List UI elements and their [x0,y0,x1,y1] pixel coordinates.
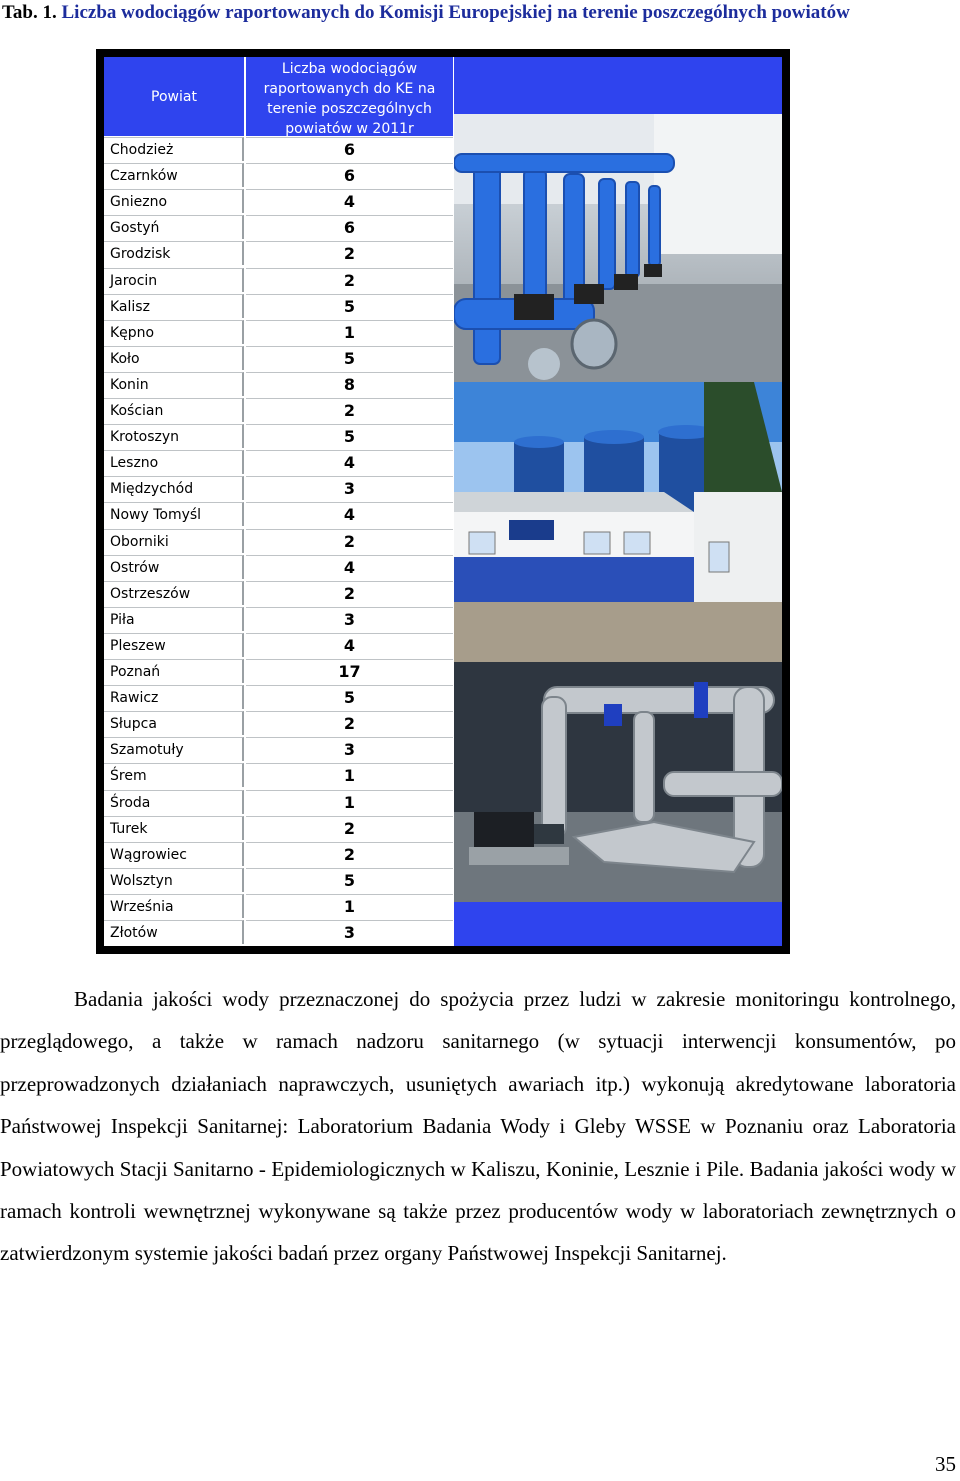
wodociagi-count: 5 [246,868,453,892]
wodociagi-count: 3 [246,607,453,631]
pipe-hall-photo [454,662,782,902]
wodociagi-count: 4 [246,633,453,657]
table-row [104,241,453,265]
table-row [104,424,453,448]
powiat-name: Szamotuły [104,737,244,761]
powiat-name: Nowy Tomyśl [104,502,244,526]
page-number: 35 [935,1452,956,1476]
pump-station-image [454,114,782,382]
header-powiat-label: Powiat [151,88,197,105]
table-row [104,581,453,605]
table-row [104,607,453,631]
pump-station-photo [454,114,782,382]
wodociagi-count: 1 [246,763,453,787]
table-row [104,737,453,761]
table-row [104,502,453,526]
wodociagi-count: 17 [246,659,453,683]
table-row [104,137,453,161]
table-row [104,685,453,709]
table-row [104,529,453,553]
wodociagi-count: 3 [246,920,453,944]
table-row [104,398,453,422]
powiat-name: Środa [104,790,244,814]
powiat-name: Konin [104,372,244,396]
powiat-name: Kościan [104,398,244,422]
powiat-name: Piła [104,607,244,631]
table-row [104,659,453,683]
powiat-name: Wągrowiec [104,842,244,866]
wodociagi-count: 2 [246,268,453,292]
wodociagi-count: 5 [246,294,453,318]
powiat-name: Gniezno [104,189,244,213]
table-row [104,346,453,370]
powiat-name: Wolsztyn [104,868,244,892]
photo-column [454,57,782,946]
powiat-name: Pleszew [104,633,244,657]
wodociagi-count: 6 [246,163,453,187]
powiat-name: Września [104,894,244,918]
powiat-name: Leszno [104,450,244,474]
powiat-name: Słupca [104,711,244,735]
body-paragraph [0,978,956,1275]
powiat-name: Gostyń [104,215,244,239]
wodociagi-count: 5 [246,346,453,370]
powiat-name: Kępno [104,320,244,344]
table-row [104,268,453,292]
powiat-name: Jarocin [104,268,244,292]
powiat-name: Ostrów [104,555,244,579]
wodociagi-count: 2 [246,398,453,422]
powiat-name: Koło [104,346,244,370]
wodociagi-count: 8 [246,372,453,396]
table-row [104,816,453,840]
wodociagi-count: 3 [246,737,453,761]
table-inner [104,57,782,946]
wodociagi-count: 1 [246,320,453,344]
wodociagi-count: 2 [246,529,453,553]
water-treatment-building-photo [454,382,782,662]
table-row [104,555,453,579]
wodociagi-count: 4 [246,189,453,213]
table-row [104,633,453,657]
wodociagi-count: 2 [246,711,453,735]
table-row [104,372,453,396]
wodociagi-count: 2 [246,241,453,265]
table-row [104,711,453,735]
wodociagi-count: 4 [246,450,453,474]
powiat-name: Chodzież [104,137,244,161]
table-row [104,763,453,787]
wodociagi-count: 6 [246,215,453,239]
table-caption [2,2,850,24]
table-row [104,476,453,500]
wodociagi-count: 2 [246,842,453,866]
table-row [104,450,453,474]
table-row [104,868,453,892]
table-row [104,215,453,239]
wodociagi-count: 2 [246,816,453,840]
table-row [104,294,453,318]
table-row [104,163,453,187]
header-count: Liczba wodociągów raportowanych do KE na terenie poszczególnych powiatów w 2011r [246,57,453,136]
wodociagi-count: 2 [246,581,453,605]
powiat-name: Turek [104,816,244,840]
wodociagi-count: 6 [246,137,453,161]
table-row [104,790,453,814]
powiat-name: Międzychód [104,476,244,500]
wodociagi-count: 4 [246,502,453,526]
powiat-name: Złotów [104,920,244,944]
wodociagi-count: 3 [246,476,453,500]
powiat-name: Grodzisk [104,241,244,265]
table-frame [96,49,790,954]
table-row [104,842,453,866]
caption-text: Liczba wodociągów raportowanych do Komisji Europejskiej na terenie poszczególnych powiatów [61,2,850,23]
caption-number: Tab. 1. [2,2,57,23]
wodociagi-count: 1 [246,790,453,814]
table-row [104,894,453,918]
powiat-name: Ostrzeszów [104,581,244,605]
powiat-name: Czarnków [104,163,244,187]
wodociagi-count: 1 [246,894,453,918]
table-row [104,189,453,213]
table-row [104,320,453,344]
wodociagi-count: 5 [246,685,453,709]
water-treatment-building-image [454,382,782,662]
wodociagi-count: 5 [246,424,453,448]
header-powiat [104,57,244,136]
powiat-name: Kalisz [104,294,244,318]
pipe-hall-image [454,662,782,902]
body-paragraph-text: Badania jakości wody przeznaczonej do spożycia przez ludzi w zakresie monitoringu kontrolnego, przeglądowego, a także w ramach nadzoru sanitarnego (w sytuacji interwencji konsumentów, po przeprowadzonych działaniach naprawczych, usuniętych awariach itp.) wykonują akredytowane laboratoria Państwowej Inspekcji Sanitarnej: Laboratorium Badania Wody i Gleby WSSE w Poznaniu oraz Laboratoria Powiatowych Stacji Sanitarno - Epidemiologicznych w Kaliszu, Koninie, Lesznie i Pile. Badania jakości wody w ramach kontroli wewnętrznej wykonywane są także przez producentów wody w laboratoriach zewnętrznych o zatwierdzonym systemie jakości badań przez organy Państwowej Inspekcji Sanitarnej. [0,987,956,1266]
powiat-name: Śrem [104,763,244,787]
powiat-name: Poznań [104,659,244,683]
wodociagi-count: 4 [246,555,453,579]
powiat-name: Krotoszyn [104,424,244,448]
powiat-name: Oborniki [104,529,244,553]
table-row [104,920,453,944]
powiat-name: Rawicz [104,685,244,709]
